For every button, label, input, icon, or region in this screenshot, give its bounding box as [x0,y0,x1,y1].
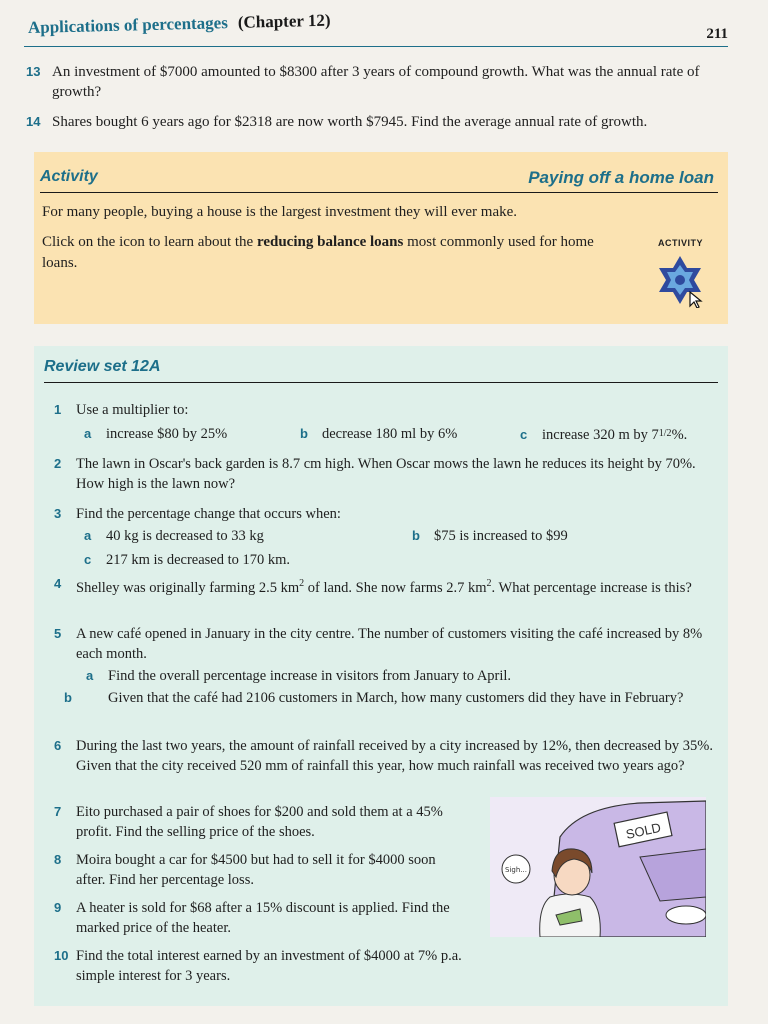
review-header [44,354,718,383]
question-number: 5 [54,626,62,641]
activity-intro: For many people, buying a house is the largest investment they will ever make. [42,204,518,220]
activity-snowflake-icon[interactable] [652,252,708,308]
question-text: A heater is sold for $68 after a 15% discount is applied. Find the marked price of the heater. [76,900,450,936]
page-number: 211 [706,26,728,42]
question-number: 6 [54,738,62,753]
activity-header [40,166,718,193]
review-question-6 [54,736,714,776]
activity-instructions: Click on the icon to learn about the reducing balance loans most commonly used for home loans. [42,234,594,271]
question-number: 3 [54,506,62,521]
bold-term: reducing balance loans [256,234,404,250]
running-title [28,11,331,38]
question-text: Moira bought a car for $4500 but had to sell it for $4000 soon after. Find her percentage loss. [76,852,436,888]
part-1c: c increase 320 m by $7^{1/2}\%$. [520,427,688,443]
speech-bubble: Sigh... [505,866,527,874]
review-question-8 [54,850,464,890]
question-number: 8 [54,852,62,867]
section-title: Applications of percentages [27,13,229,37]
question-text: A new café opened in January in the city centre. The number of customers visiting the café increased by 8% each month. [76,626,703,662]
car-sale-illustration [490,797,706,937]
question-text: During the last two years, the amount of rainfall received by a city increased by 12%, then decreased by 35%. Given that the city received 520 mm of rainfall this year, how much rainfall was received two years ago? [76,738,713,774]
page-header [24,10,728,47]
question-text: Find the total interest earned by an investment of $4000 at 7% p.a. simple interest for 3 years. [76,948,462,984]
activity-badge: ACTIVITY [658,238,704,248]
question-number: 4 [54,576,62,591]
question-number: 9 [54,900,62,915]
review-question-3 [54,504,714,524]
question-number: 13 [26,64,41,79]
part-3b: b $75 is increased to $99 [412,528,568,544]
review-question-9 [54,898,464,938]
fraction: 1/2 [658,428,672,439]
part-5a: a Find the overall percentage increase in visitors from January to April. [86,668,512,684]
question-text: Eito purchased a pair of shoes for $200 and sold them at a 45% profit. Find the selling price of the shoes. [76,804,443,840]
review-question-5 [54,624,714,664]
question-text: Find the percentage change that occurs when: [76,506,341,522]
part-3a: a 40 kg is decreased to 33 kg [84,528,264,544]
chapter-label: (Chapter 12) [237,10,331,32]
sold-sign: SOLD [624,819,663,842]
activity-label: Activity [40,168,98,185]
review-question-1 [54,400,714,420]
question-number: 7 [54,804,62,819]
activity-box [34,152,728,324]
question-number: 14 [26,114,41,129]
question-13 [26,62,734,102]
part-3c: c 217 km is decreased to 170 km. [84,552,291,568]
part-1b: b decrease 180 ml by 6% [300,426,458,442]
question-text: Use a multiplier to: [76,402,189,418]
part-5b: b Given that the café had 2106 customers in March, how many customers did they have in February? [64,690,684,706]
review-question-2 [54,454,714,494]
question-number: 1 [54,402,62,417]
question-text: Shelley was originally farming 2.5 $km^2$ of land. She now farms 2.7 $km^2$. What percentage increase is this? [76,578,692,596]
question-text: The lawn in Oscar's back garden is 8.7 cm high. When Oscar mows the lawn he reduces its height by 70%. How high is the lawn now? [76,456,696,492]
review-question-4 [54,574,714,598]
question-14 [26,112,734,132]
review-question-10 [54,946,464,986]
question-number: 2 [54,456,62,471]
review-question-7 [54,802,464,842]
activity-topic: Paying off a home loan [528,168,714,187]
question-text: Shares bought 6 years ago for $2318 are now worth $7945. Find the average annual rate of growth. [52,114,648,130]
question-text: An investment of $7000 amounted to $8300 after 3 years of compound growth. What was the annual rate of growth? [52,64,700,100]
review-title: Review set 12A [44,358,161,375]
question-number: 10 [54,948,69,963]
part-1a: a increase $80 by 25% [84,426,228,442]
